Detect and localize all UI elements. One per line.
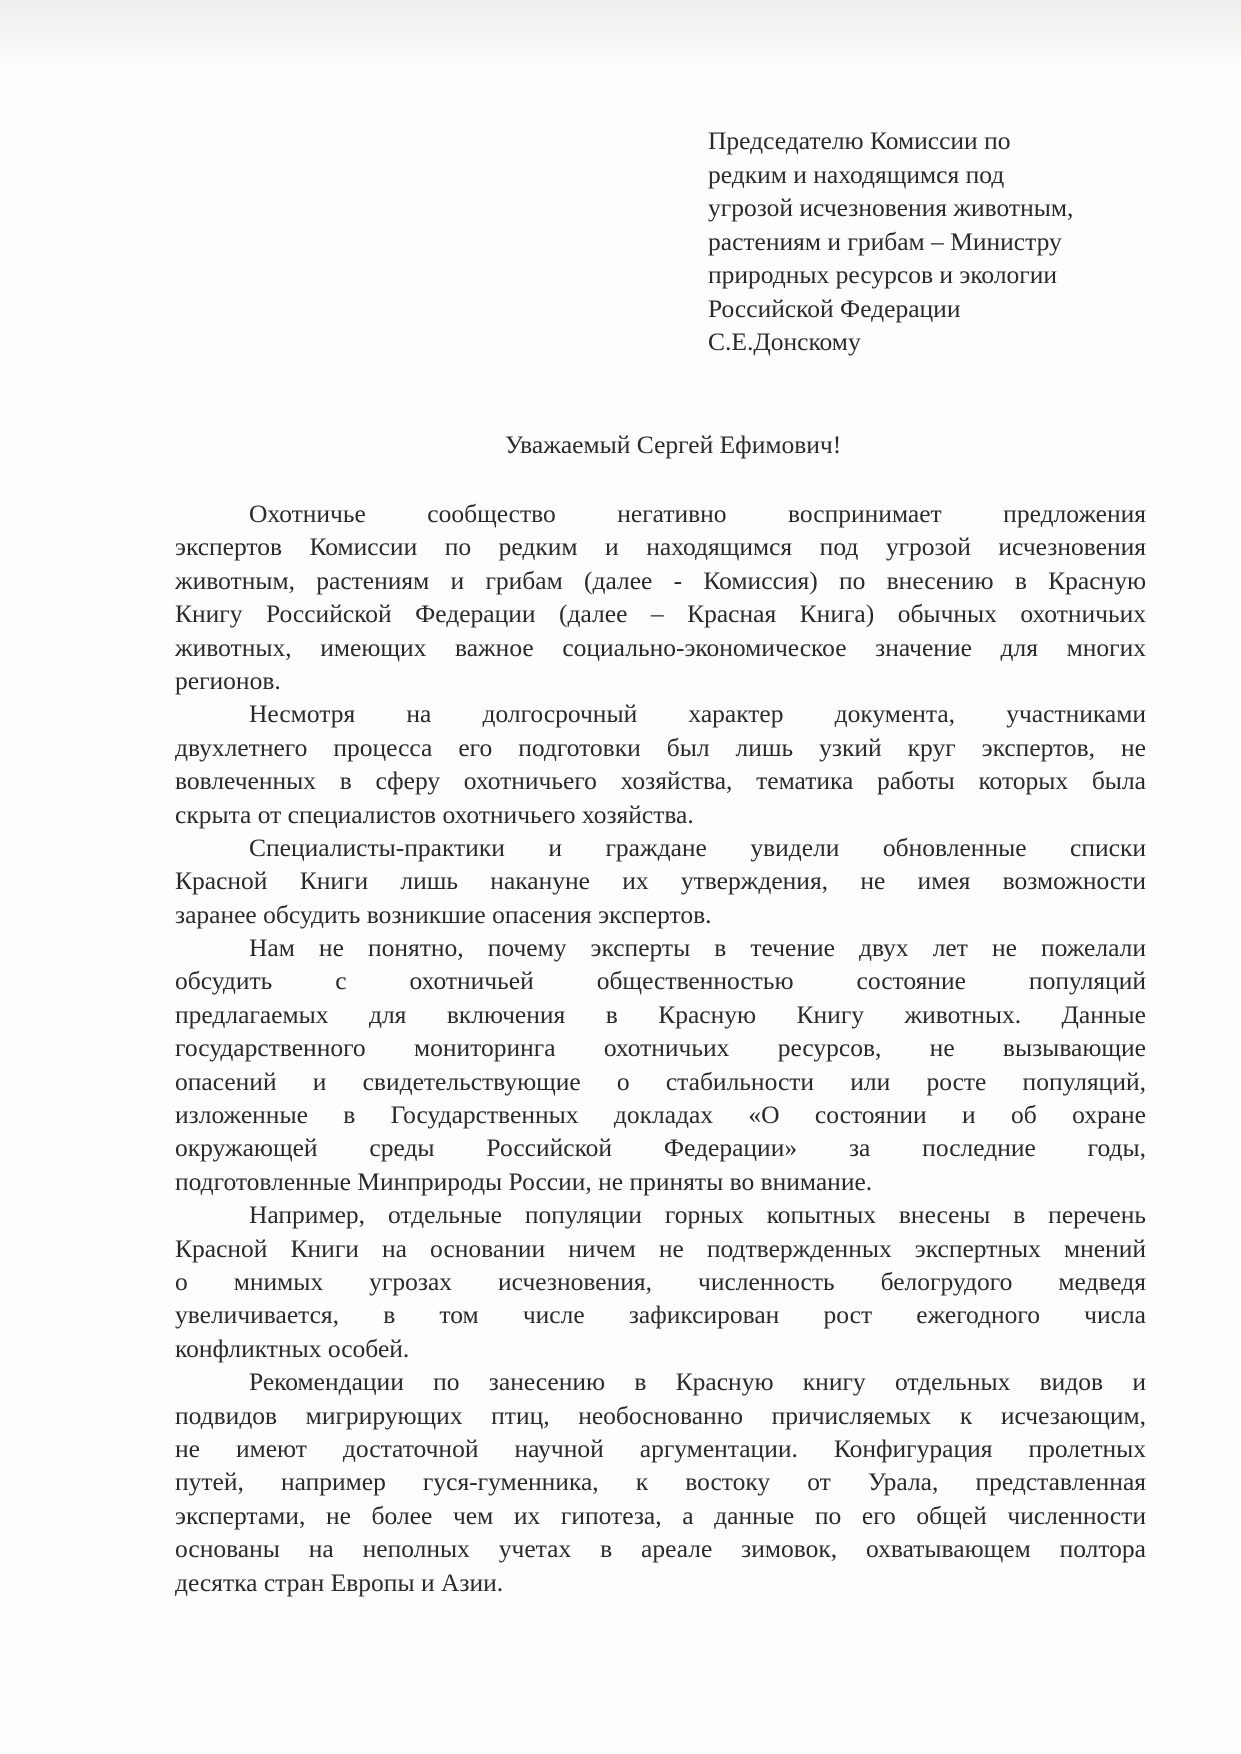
text-line: заранее обсудить возникшие опасения экспертов. — [175, 899, 712, 929]
text-line: увеличивается, в том числе зафиксирован рост ежегодного числа — [175, 1300, 1146, 1330]
text-line: Охотничье сообщество негативно воспринимает предложения — [249, 499, 1146, 528]
text-line: экспертами, не более чем их гипотеза, а данные по его общей численности — [175, 1500, 1146, 1530]
text-line: окружающей среды Российской Федерации» за последние годы, — [175, 1133, 1146, 1163]
text-line: Рекомендации по занесению в Красную книгу отдельных видов и — [249, 1367, 1146, 1397]
text-line: предлагаемых для включения в Красную Книгу животных. Данные — [175, 999, 1146, 1029]
text-line: скрыта от специалистов охотничьего хозяйства. — [175, 799, 694, 829]
text-line: Красной Книги лишь накануне их утверждения, не имея возможности — [175, 866, 1146, 896]
text-line: Красной Книги на основании ничем не подтвержденных экспертных мнений — [175, 1233, 1146, 1263]
addressee-line: Российской Федерации — [708, 293, 961, 323]
paragraph — [175, 1365, 1146, 1599]
addressee-line: угрозой исчезновения животным, — [708, 193, 1074, 222]
addressee-block — [708, 124, 1208, 359]
text-line: вовлеченных в сферу охотничьего хозяйства, тематика работы которых была — [175, 766, 1146, 796]
text-line: подвидов мигрирующих птиц, необоснованно причисляемых к исчезающим, — [175, 1400, 1146, 1430]
letter-body — [175, 497, 1146, 1599]
addressee-line: С.Е.Донскому — [708, 327, 861, 356]
text-line: о мнимых угрозах исчезновения, численность белогрудого медведя — [175, 1266, 1146, 1296]
text-line: животным, растениям и грибам (далее - Комиссия) по внесению в Красную — [175, 565, 1146, 595]
text-line: путей, например гуся-гуменника, к востоку от Урала, представленная — [175, 1467, 1146, 1497]
paragraph — [175, 931, 1146, 1198]
addressee-line: растениям и грибам – Министру — [708, 226, 1062, 256]
text-line: Книгу Российской Федерации (далее – Красная Книга) обычных охотничьих — [175, 599, 1146, 629]
addressee-line: природных ресурсов и экологии — [708, 260, 1058, 289]
text-line: конфликтных особей. — [175, 1333, 410, 1363]
paragraph — [175, 497, 1146, 697]
text-line: Специалисты-практики и граждане увидели обновленные списки — [249, 832, 1146, 862]
addressee-line: редким и находящимся под — [708, 159, 1005, 189]
text-line: десятка стран Европы и Азии. — [175, 1567, 504, 1597]
text-line: подготовленные Минприроды России, не приняты во внимание. — [175, 1166, 873, 1196]
text-line: Например, отдельные популяции горных копытных внесены в перечень — [249, 1200, 1146, 1230]
scan-top-shadow — [0, 0, 1241, 70]
text-line: государственного мониторинга охотничьих ресурсов, не вызывающие — [175, 1033, 1146, 1063]
text-line: животных, имеющих важное социально-экономическое значение для многих — [175, 632, 1146, 662]
text-line: регионов. — [175, 665, 281, 695]
paragraph — [175, 831, 1146, 931]
text-line: опасений и свидетельствующие о стабильности или росте популяций, — [175, 1066, 1146, 1096]
text-line: не имеют достаточной научной аргументации. Конфигурация пролетных — [175, 1433, 1146, 1463]
text-line: экспертов Комиссии по редким и находящимся под угрозой исчезновения — [175, 532, 1146, 562]
greeting: Уважаемый Сергей Ефимович! — [505, 430, 842, 459]
text-line: Нам не понятно, почему эксперты в течение двух лет не пожелали — [249, 933, 1146, 963]
text-line: Несмотря на долгосрочный характер документа, участниками — [249, 699, 1146, 729]
paragraph — [175, 697, 1146, 831]
paragraph — [175, 1198, 1146, 1365]
text-line: двухлетнего процесса его подготовки был лишь узкий круг экспертов, не — [175, 732, 1146, 762]
addressee-line: Председателю Комиссии по — [708, 126, 1011, 155]
text-line: изложенные в Государственных докладах «О состоянии и об охране — [175, 1100, 1146, 1130]
text-line: основаны на неполных учетах в ареале зимовок, охватывающем полтора — [175, 1534, 1146, 1564]
text-line: обсудить с охотничьей общественностью состояние популяций — [175, 966, 1146, 996]
